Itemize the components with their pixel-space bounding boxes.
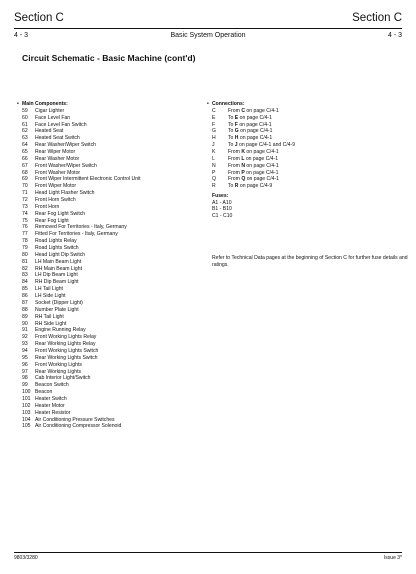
component-number: 64 (22, 142, 28, 149)
main-components-heading (17, 101, 207, 108)
connection-target: H (234, 135, 239, 142)
connection-text (228, 122, 272, 129)
component-row (22, 272, 207, 279)
connection-row (212, 163, 402, 170)
component-number: 76 (22, 224, 28, 231)
component-row (22, 286, 207, 293)
header-rule (14, 28, 402, 29)
component-row (22, 259, 207, 266)
component-row (22, 423, 207, 430)
connection-direction: From (228, 155, 242, 162)
connection-code: E (212, 114, 216, 121)
component-label: Head Light Dip Switch (35, 251, 86, 258)
component-number: 89 (22, 313, 28, 320)
component-label: Front Working Lights Switch (35, 347, 99, 354)
component-label: Rear Washer Motor (35, 155, 80, 162)
connection-code: F (212, 121, 216, 128)
page-title: Circuit Schematic - Basic Machine (cont'd) (22, 53, 196, 63)
component-label: Heater Motor (35, 402, 65, 409)
connection-target: C (241, 107, 245, 114)
connection-code: G (212, 128, 216, 135)
component-label: Road Lights Switch (35, 245, 79, 252)
component-row (22, 382, 207, 389)
connection-code: H (212, 135, 216, 142)
connection-target: G (234, 128, 239, 135)
component-row (22, 266, 207, 273)
connection-text (228, 128, 272, 135)
component-row (22, 341, 207, 348)
component-number: 61 (22, 121, 28, 128)
component-label: Front Horn Switch (35, 197, 76, 204)
component-number: 81 (22, 258, 28, 265)
connection-row (212, 115, 402, 122)
component-number: 93 (22, 341, 28, 348)
component-label: Rear Working Lights Switch (35, 354, 98, 361)
component-row (22, 321, 207, 328)
fuses-list (212, 200, 402, 221)
component-label: Fitted For Territories - Italy, Germany (35, 231, 118, 238)
component-row (22, 293, 207, 300)
component-row (22, 369, 207, 376)
component-row (22, 231, 207, 238)
component-number: 95 (22, 354, 28, 361)
connection-target: Q (241, 176, 246, 183)
fuse-range: A1 - A10 (212, 199, 232, 206)
component-label: RH Side Light (35, 320, 67, 327)
component-number: 105 (22, 423, 31, 430)
component-label: Rear Wiper Motor (35, 149, 76, 156)
connection-page: on page C/4-1 (245, 162, 279, 169)
connection-target: E (234, 114, 239, 121)
component-number: 83 (22, 272, 28, 279)
component-label: Front Horn (35, 203, 60, 210)
main-components-column (17, 101, 207, 430)
component-label: Front Wiper Motor (35, 183, 77, 190)
component-label: Cigar Lighter (35, 107, 65, 114)
connection-row (212, 135, 402, 142)
connection-target: N (241, 162, 245, 169)
component-number: 98 (22, 375, 28, 382)
component-number: 63 (22, 135, 28, 142)
component-label: Front Working Lights (35, 361, 82, 368)
connection-page: on page C/4-1 (238, 114, 272, 121)
component-row (22, 211, 207, 218)
component-label: Engine Running Relay (35, 327, 86, 334)
component-label: Cab Interior Light/Switch (35, 375, 91, 382)
component-row (22, 128, 207, 135)
component-row (22, 396, 207, 403)
connection-text (228, 115, 272, 122)
component-number: 74 (22, 210, 28, 217)
connection-page: on page C/4-1 (244, 169, 279, 176)
connection-row (212, 176, 402, 183)
connection-direction: To (228, 114, 235, 121)
component-row (22, 156, 207, 163)
fuse-range: B1 - B10 (212, 206, 232, 213)
footer-right: Issue 3* (383, 555, 402, 561)
component-number: 103 (22, 409, 31, 416)
component-number: 70 (22, 183, 28, 190)
component-row (22, 334, 207, 341)
connection-code: K (212, 149, 216, 156)
connection-target: J (234, 142, 238, 149)
component-number: 62 (22, 128, 28, 135)
connections-heading (207, 101, 402, 108)
component-row (22, 224, 207, 231)
component-label: Heated Seat (35, 128, 64, 135)
connection-direction: From (228, 162, 242, 169)
component-row (22, 204, 207, 211)
component-row (22, 218, 207, 225)
connection-page: on page C/4-1 (245, 149, 279, 156)
component-number: 91 (22, 327, 28, 334)
component-number: 67 (22, 162, 28, 169)
component-label: Rear Working Lights (35, 368, 82, 375)
connection-direction: To (228, 183, 235, 190)
component-number: 87 (22, 299, 28, 306)
component-number: 78 (22, 238, 28, 245)
component-number: 59 (22, 107, 28, 114)
component-label: Beacon (35, 389, 53, 396)
component-number: 97 (22, 368, 28, 375)
components-list (22, 108, 207, 430)
component-number: 86 (22, 293, 28, 300)
component-label: LH Dip Beam Light (35, 272, 78, 279)
connection-code: N (212, 162, 216, 169)
component-number: 84 (22, 279, 28, 286)
connection-row (212, 108, 402, 115)
component-row (22, 375, 207, 382)
component-row (22, 252, 207, 259)
connection-code: P (212, 169, 216, 176)
component-row (22, 163, 207, 170)
connection-direction: From (228, 149, 242, 156)
connections-heading-text: Connections: (212, 101, 245, 107)
component-number: 100 (22, 389, 31, 396)
component-label: Front Washer/Wiper Switch (35, 162, 97, 169)
connection-page: on page C/4-1 and C/4-9 (237, 142, 296, 149)
connection-row (212, 149, 402, 156)
component-row (22, 122, 207, 129)
connection-text (228, 149, 279, 156)
component-number: 101 (22, 395, 31, 402)
component-row (22, 410, 207, 417)
component-number: 80 (22, 251, 28, 258)
header-section-right: Section C (352, 12, 402, 24)
component-label: Road Lights Relay (35, 238, 77, 245)
connection-code: R (212, 183, 216, 190)
component-number: 77 (22, 231, 28, 238)
connection-direction: To (228, 121, 235, 128)
fuses-heading: Fuses: (212, 192, 229, 199)
component-label: RH Tail Light (35, 313, 64, 320)
component-label: Heater Switch (35, 395, 67, 402)
connection-code: Q (212, 176, 216, 183)
component-label: RH Dip Beam Light (35, 279, 79, 286)
component-label: Face Level Fan Switch (35, 121, 87, 128)
component-number: 85 (22, 286, 28, 293)
fuse-note: Refer to Technical Data pages at the beginning of Section C for further fuse details and ratings. (212, 255, 408, 268)
component-label: Rear Working Lights Relay (35, 341, 96, 348)
component-label: Rear Washer/Wiper Switch (35, 142, 96, 149)
component-label: RH Main Beam Light (35, 265, 82, 272)
connection-page: on page C/4-9 (238, 183, 273, 190)
component-label: LH Tail Light (35, 286, 63, 293)
component-number: 99 (22, 382, 28, 389)
connection-row (212, 183, 402, 190)
component-row (22, 327, 207, 334)
connections-column (207, 101, 402, 220)
component-number: 79 (22, 245, 28, 252)
footer-rule (14, 552, 402, 553)
component-row (22, 115, 207, 122)
component-number: 102 (22, 402, 31, 409)
component-number: 104 (22, 416, 31, 423)
component-label: Removed For Territories - Italy, Germany (35, 224, 127, 231)
component-row (22, 245, 207, 252)
connection-direction: To (228, 135, 235, 142)
component-label: Head Light Flasher Switch (35, 190, 95, 197)
component-label: Front Working Lights Relay (35, 334, 97, 341)
component-number: 69 (22, 176, 28, 183)
component-row (22, 108, 207, 115)
component-number: 68 (22, 169, 28, 176)
component-number: 82 (22, 265, 28, 272)
component-number: 60 (22, 114, 28, 121)
component-row (22, 314, 207, 321)
header-page-left: 4 - 3 (14, 32, 29, 39)
component-row (22, 348, 207, 355)
component-label: Front Washer Motor (35, 169, 81, 176)
component-row (22, 307, 207, 314)
main-components-heading-text: Main Components: (22, 101, 68, 107)
connection-text (228, 135, 272, 142)
connection-text (228, 108, 279, 115)
connection-target: K (241, 149, 245, 156)
component-label: Front Wiper Intermittent Electronic Control Unit (35, 176, 141, 183)
header-section-left: Section C (14, 12, 64, 24)
component-label: Air Conditioning Compressor Solenoid (35, 423, 122, 430)
connection-page: on page C/4-1 (245, 176, 279, 183)
component-row (22, 238, 207, 245)
component-label: Rear Fog Light Switch (35, 210, 86, 217)
connection-row (212, 156, 402, 163)
connection-page: on page C/4-1 (238, 135, 273, 142)
component-number: 94 (22, 347, 28, 354)
component-number: 88 (22, 306, 28, 313)
component-row (22, 170, 207, 177)
connection-text (228, 183, 272, 190)
component-number: 66 (22, 155, 28, 162)
connection-target: P (241, 169, 245, 176)
component-number: 90 (22, 320, 28, 327)
header-center-title: Basic System Operation (170, 32, 246, 39)
component-number: 75 (22, 217, 28, 224)
fuse-range: C1 - C10 (212, 213, 233, 220)
connection-text (228, 163, 279, 170)
component-row (22, 197, 207, 204)
component-row (22, 142, 207, 149)
component-label: LH Main Beam Light (35, 258, 82, 265)
component-row (22, 362, 207, 369)
connection-text (228, 142, 295, 149)
component-number: 71 (22, 190, 28, 197)
component-label: Socket (Dipper Light) (35, 299, 83, 306)
connections-list (212, 108, 402, 190)
connection-code: C (212, 107, 216, 114)
connection-text (228, 170, 278, 177)
connection-page: on page C/4-1 (237, 121, 272, 128)
connection-direction: From (228, 107, 242, 114)
component-row (22, 149, 207, 156)
component-row (22, 183, 207, 190)
component-row (22, 135, 207, 142)
connection-target: L (241, 155, 245, 162)
component-row (22, 300, 207, 307)
component-row (22, 355, 207, 362)
connection-text (228, 156, 278, 163)
connection-page: on page C/4-1 (244, 155, 279, 162)
component-row (22, 279, 207, 286)
connection-row (212, 122, 402, 129)
connection-page: on page C/4-1 (238, 128, 273, 135)
connection-row (212, 170, 402, 177)
component-row (22, 190, 207, 197)
connection-direction: From (228, 176, 242, 183)
component-label: Heater Resistor (35, 409, 71, 416)
component-label: Rear Fog Light (35, 217, 69, 224)
connection-page: on page C/4-1 (245, 107, 279, 114)
component-label: Number Plate Light (35, 306, 79, 313)
connection-direction: From (228, 169, 242, 176)
connection-row (212, 142, 402, 149)
connection-code: L (212, 155, 215, 162)
bullet-mark: • (207, 101, 209, 107)
connection-code: J (212, 142, 215, 149)
connection-direction: To (228, 128, 235, 135)
component-number: 96 (22, 361, 28, 368)
component-label: Face Level Fan (35, 114, 71, 121)
component-number: 72 (22, 197, 28, 204)
component-row (22, 389, 207, 396)
header-page-right: 4 - 3 (387, 32, 402, 39)
connection-direction: To (228, 142, 235, 149)
bullet-mark: • (17, 101, 19, 107)
component-label: Air Conditioning Pressure Switches (35, 416, 115, 423)
component-number: 73 (22, 203, 28, 210)
component-label: LH Side Light (35, 293, 66, 300)
connection-row (212, 128, 402, 135)
component-number: 65 (22, 149, 28, 156)
component-row (22, 403, 207, 410)
connection-target: R (234, 183, 239, 190)
connection-target: F (234, 121, 238, 128)
component-number: 92 (22, 334, 28, 341)
connection-text (228, 176, 279, 183)
component-row (22, 417, 207, 424)
component-label: Beacon Switch (35, 382, 69, 389)
footer-left: 9803/3280 (14, 555, 38, 561)
component-label: Heated Seat Switch (35, 135, 80, 142)
component-row (22, 176, 207, 183)
